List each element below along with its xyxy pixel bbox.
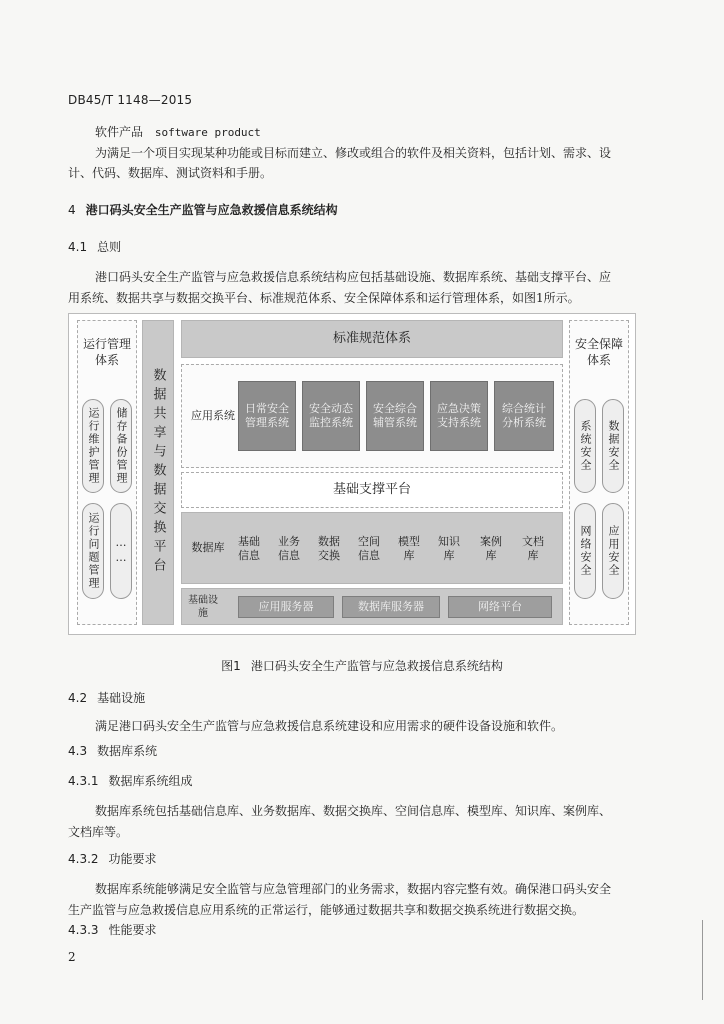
db-model-library: 模型库 xyxy=(398,535,420,562)
app-dynamic-monitoring: 安全动态监控系统 xyxy=(302,381,360,451)
standard-code: DB45/T 1148—2015 xyxy=(68,93,193,107)
system-security: 系统安全 xyxy=(574,399,596,493)
figure-caption xyxy=(0,657,724,674)
operations-management-title: 运行管理体系 xyxy=(82,337,131,367)
db-business-info: 业务信息 xyxy=(278,535,300,562)
app-statistical-analysis: 综合统计分析系统 xyxy=(494,381,554,451)
section-title: 数据库系统 xyxy=(97,744,158,758)
application-security: 应用安全 xyxy=(602,503,624,599)
section-4-3-3-heading xyxy=(68,921,157,938)
section-number: 4 xyxy=(68,203,76,217)
app-daily-safety: 日常安全管理系统 xyxy=(238,381,296,451)
section-title: 功能要求 xyxy=(108,852,157,866)
application-systems-label: 应用系统 xyxy=(191,408,235,422)
term-definition-line2: 计、代码、数据库、测试资料和手册。 xyxy=(68,166,273,180)
section-number: 4.3 xyxy=(68,744,88,758)
db-basic-info: 基础信息 xyxy=(238,535,260,562)
section-4-heading xyxy=(68,201,338,218)
security-assurance-title: 安全保障体系 xyxy=(574,337,623,367)
scan-edge-line xyxy=(702,920,703,1000)
operations-management-panel xyxy=(77,320,137,625)
section-number: 4.3.2 xyxy=(68,852,99,866)
database-label: 数据库 xyxy=(191,541,225,554)
more-items-ellipsis: …… xyxy=(110,503,132,599)
app-comprehensive-management: 安全综合辅管系统 xyxy=(366,381,424,451)
section-title: 总则 xyxy=(97,240,122,254)
section-4-3-heading xyxy=(68,742,157,759)
db-case-library: 案例库 xyxy=(480,535,502,562)
infrastructure-label: 基础设施 xyxy=(188,595,218,619)
section-4-2-heading xyxy=(68,689,145,706)
section-4-1-line2: 用系统、数据共享与数据交换平台、标准规范体系、安全保障体系和运行管理体系，如图1所示。 xyxy=(68,291,580,305)
section-number: 4.3.3 xyxy=(68,923,99,937)
section-title: 数据库系统组成 xyxy=(108,774,193,788)
term-heading xyxy=(95,121,261,144)
page-number: 2 xyxy=(68,950,76,964)
section-4-1-heading xyxy=(68,238,121,255)
storage-backup-management: 储存备份管理 xyxy=(110,399,132,493)
term-english: software product xyxy=(154,126,261,139)
db-knowledge-library: 知识库 xyxy=(438,535,460,562)
data-security: 数据安全 xyxy=(602,399,624,493)
term-name: 软件产品 xyxy=(95,125,144,139)
infrastructure-panel xyxy=(181,588,563,625)
section-4-3-1-line2: 文档库等。 xyxy=(68,825,129,839)
data-exchange-platform: 数据共享与数据交换平台 xyxy=(142,320,174,625)
database-server: 数据库服务器 xyxy=(342,596,440,618)
section-title: 港口码头安全生产监管与应急救援信息系统结构 xyxy=(85,203,338,217)
app-emergency-decision: 应急决策支持系统 xyxy=(430,381,488,451)
application-systems-panel xyxy=(181,364,563,468)
section-4-3-2-line1: 数据库系统能够满足安全监管与应急管理部门的业务需求，数据内容完整有效。确保港口码头安全 xyxy=(95,882,612,896)
section-4-3-1-line1: 数据库系统包括基础信息库、业务数据库、数据交换库、空间信息库、模型库、知识库、案例库、 xyxy=(95,804,612,818)
section-4-2-line1: 满足港口码头安全生产监管与应急救援信息系统建设和应用需求的硬件设备设施和软件。 xyxy=(95,719,564,733)
db-data-exchange: 数据交换 xyxy=(318,535,340,562)
operation-issue-management: 运行问题管理 xyxy=(82,503,104,599)
network-security: 网络安全 xyxy=(574,503,596,599)
db-document-library: 文档库 xyxy=(522,535,544,562)
database-system-panel xyxy=(181,512,563,584)
network-platform: 网络平台 xyxy=(448,596,552,618)
section-number: 4.3.1 xyxy=(68,774,99,788)
term-definition-line1: 为满足一个项目实现某种功能或目标而建立、修改或组合的软件及相关资料，包括计划、需求、设 xyxy=(95,146,612,160)
section-4-3-1-heading xyxy=(68,772,193,789)
basic-support-platform: 基础支撑平台 xyxy=(181,472,563,508)
application-server: 应用服务器 xyxy=(238,596,334,618)
system-structure-diagram xyxy=(68,313,636,635)
section-title: 基础设施 xyxy=(97,691,146,705)
standards-system: 标准规范体系 xyxy=(181,320,563,358)
security-assurance-panel xyxy=(569,320,629,625)
section-4-3-2-line2: 生产监管与应急救援信息应用系统的正常运行，能够通过数据共享和数据交换系统进行数据交换。 xyxy=(68,903,585,917)
db-spatial-info: 空间信息 xyxy=(358,535,380,562)
section-number: 4.1 xyxy=(68,240,88,254)
figure-number: 图1 xyxy=(221,659,241,673)
section-number: 4.2 xyxy=(68,691,88,705)
operation-maintenance-management: 运行维护管理 xyxy=(82,399,104,493)
figure-title: 港口码头安全生产监管与应急救援信息系统结构 xyxy=(250,659,503,673)
section-title: 性能要求 xyxy=(108,923,157,937)
section-4-3-2-heading xyxy=(68,850,157,867)
section-4-1-line1: 港口码头安全生产监管与应急救援信息系统结构应包括基础设施、数据库系统、基础支撑平台、应 xyxy=(95,270,612,284)
